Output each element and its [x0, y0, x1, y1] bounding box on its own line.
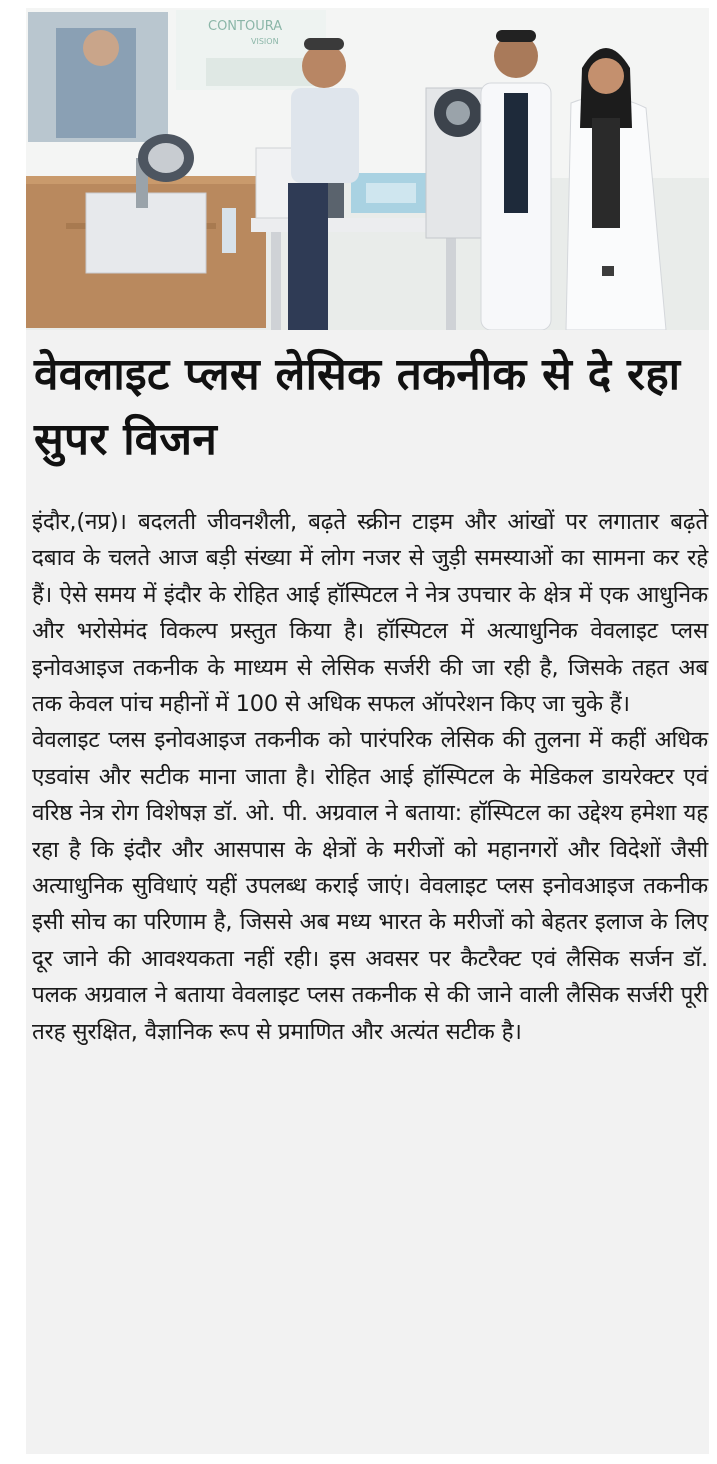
- newspaper-clipping: [26, 8, 709, 1454]
- article-photo: [26, 8, 709, 330]
- article-body: [32, 504, 708, 1050]
- sign-text: CONTOURA: [208, 19, 283, 34]
- article-photo-illustration: [26, 8, 709, 330]
- article-paragraph: वेवलाइट प्लस इनोवआइज तकनीक को पारंपरिक लेसिक की तुलना में कहीं अधिक एडवांस और सटीक माना जाता है। रोहित आई हॉस्पिटल के मेडिकल डायरेक्टर एवं वरिष्ठ नेत्र रोग विशेषज्ञ डॉ. ओ. पी. अग्रवाल ने बताया: हॉस्पिटल का उद्देश्य हमेशा यह रहा है कि इंदौर और आसपास के क्षेत्रों के मरीजों को महानगरों और विदेशों जैसी अत्याधुनिक सुविधाएं यहीं उपलब्ध कराई जाएं। वेवलाइट प्लस इनोवआइज तकनीक इसी सोच का परिणाम है, जिससे अब मध्य भारत के मरीजों को बेहतर इलाज के लिए दूर जाने की आवश्यकता नहीं रही। इस अवसर पर कैटरैक्ट एवं लैसिक सर्जन डॉ. पलक अग्रवाल ने बताया वेवलाइट प्लस तकनीक से की जाने वाली लैसिक सर्जरी पूरी तरह सुरक्षित, वैज्ञानिक रूप से प्रमाणित और अत्यंत सटीक है।: [32, 727, 708, 1045]
- sign-subtext: VISION: [251, 37, 279, 46]
- article-paragraph: इंदौर,(नप्र)। बदलती जीवनशैली, बढ़ते स्क्रीन टाइम और आंखों पर लगातार बढ़ते दबाव के चलते आज बड़ी संख्या में लोग नजर से जुड़ी समस्याओं का सामना कर रहे हैं। ऐसे समय में इंदौर के रोहित आई हॉस्पिटल ने नेत्र उपचार के क्षेत्र में एक आधुनिक और भरोसेमंद विकल्प प्रस्तुत किया है। हॉस्पिटल में अत्याधुनिक वेवलाइट प्लस इनोवआइज तकनीक के माध्यम से लेसिक सर्जरी की जा रही है, जिसके तहत अब तक केवल पांच महीनों में 100 से अधिक सफल ऑपरेशन किए जा चुके हैं।: [32, 509, 708, 718]
- eye-exam-machine-right: [426, 88, 486, 238]
- article-headline: वेवलाइट प्लस लेसिक तकनीक से दे रहा सुपर विजन: [34, 349, 681, 465]
